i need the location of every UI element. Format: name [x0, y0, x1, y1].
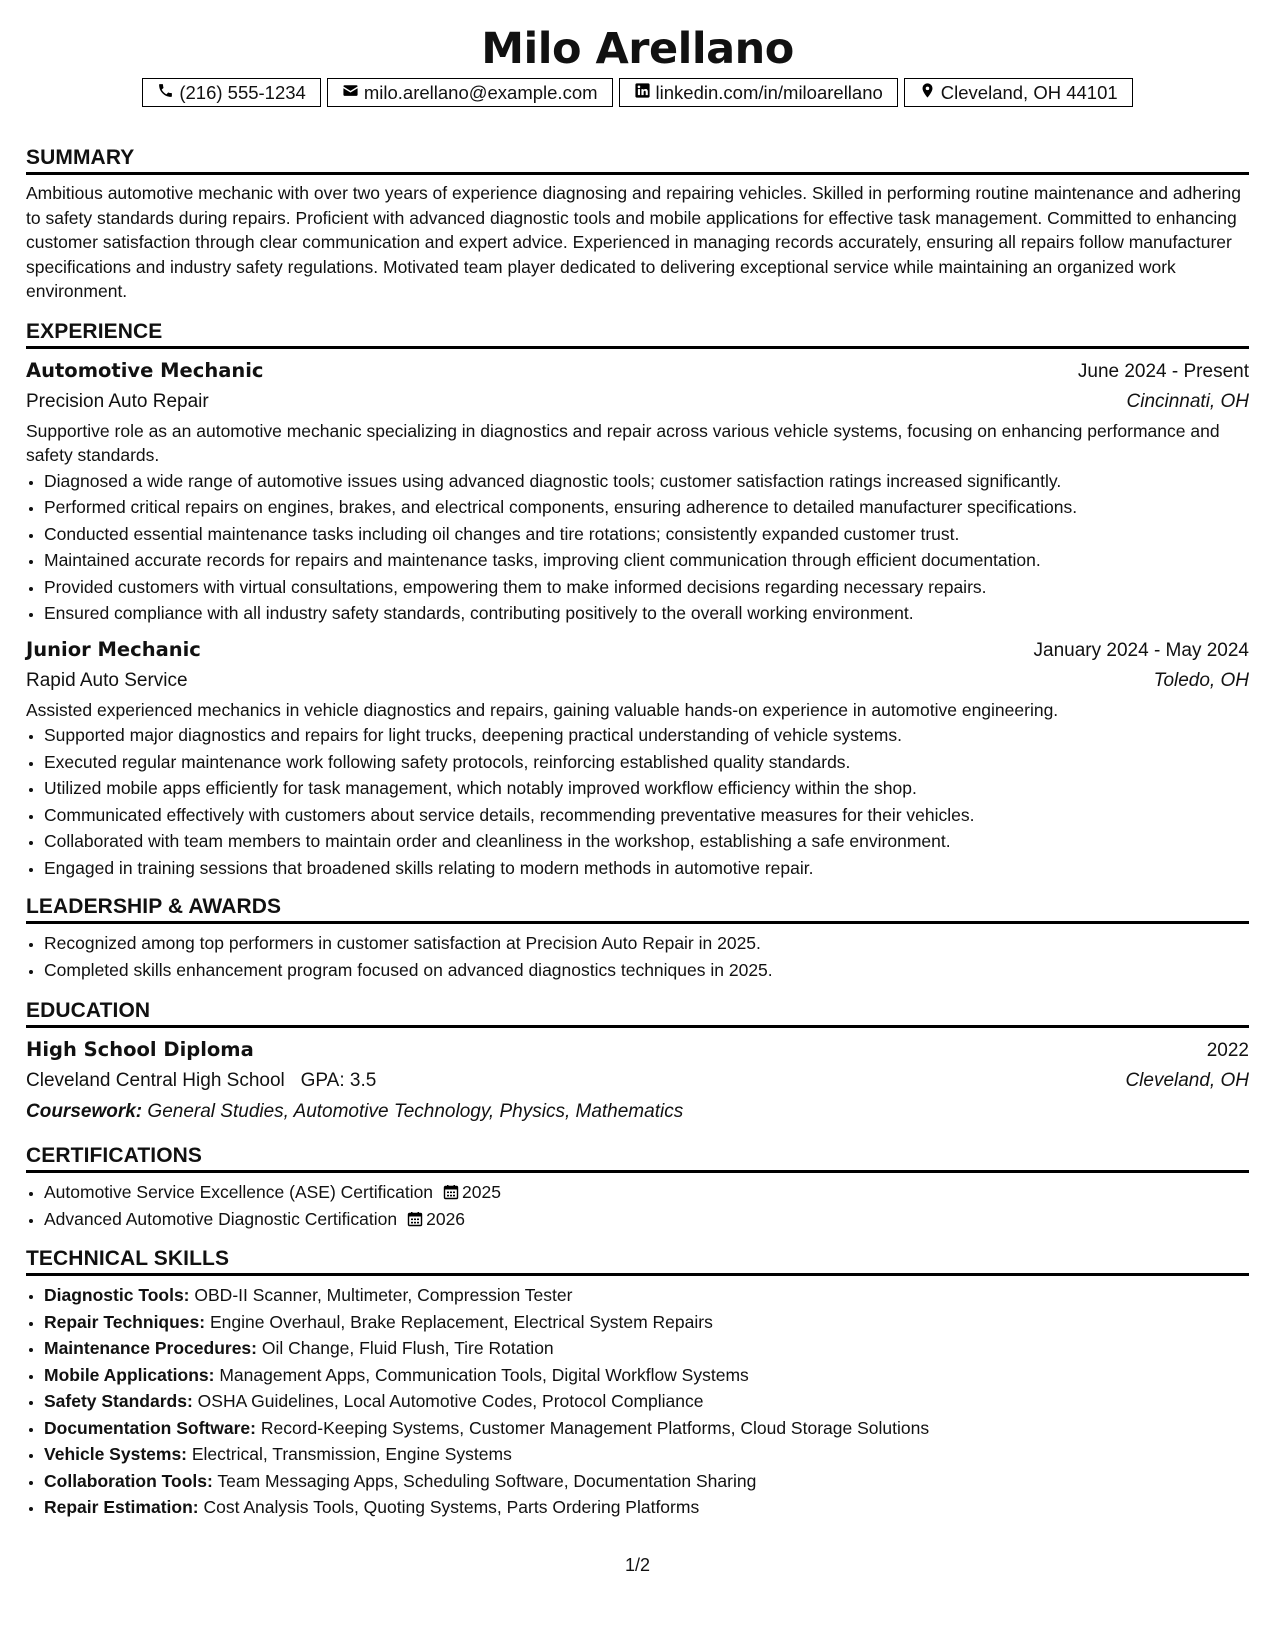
skill-label: Diagnostic Tools:: [44, 1285, 190, 1305]
contact-linkedin-text: linkedin.com/in/miloarellano: [655, 82, 883, 103]
summary-section: [26, 144, 1249, 304]
list-item: [44, 1179, 1249, 1206]
envelope-icon: [342, 79, 359, 106]
phone-icon: [157, 79, 174, 106]
section-heading: SUMMARY: [26, 144, 1249, 175]
certification-year: 2026: [426, 1208, 466, 1229]
company-name: Precision Auto Repair: [26, 390, 209, 412]
list-item: • Executed regular maintenance work following safety protocols, reinforcing established quality standards.: [44, 749, 1249, 776]
skill-item: [44, 1282, 1249, 1309]
section-heading: LEADERSHIP & AWARDS: [26, 893, 1249, 924]
certifications-list: [26, 1179, 1249, 1232]
leadership-list: [26, 930, 1249, 983]
certifications-section: [26, 1142, 1249, 1232]
contact-bar: [26, 78, 1249, 108]
section-heading: TECHNICAL SKILLS: [26, 1245, 1249, 1276]
skill-label: Repair Techniques:: [44, 1311, 206, 1332]
list-item: [44, 1206, 1249, 1233]
certification-name: Advanced Automotive Diagnostic Certification: [44, 1208, 398, 1229]
coursework-label: Coursework:: [26, 1101, 143, 1122]
skill-label: Mobile Applications:: [44, 1364, 215, 1385]
contact-email-text: milo.arellano@example.com: [363, 82, 598, 103]
contact-location-text: Cleveland, OH 44101: [940, 82, 1118, 103]
section-heading: EXPERIENCE: [26, 318, 1249, 349]
skill-label: Maintenance Procedures:: [44, 1338, 257, 1358]
skill-item: [44, 1309, 1249, 1336]
list-item: • Performed critical repairs on engines, brakes, and electrical components, ensuring adherence to detailed manufacturer specifications.: [44, 494, 1249, 521]
gpa: GPA: 3.5: [300, 1070, 377, 1091]
calendar-icon: [433, 1182, 462, 1202]
graduation-year: 2022: [1206, 1040, 1249, 1061]
resume-page: [26, 0, 1249, 1521]
map-pin-icon: [919, 79, 936, 106]
list-item: • Completed skills enhancement program focused on advanced diagnostics techniques in 2025.: [44, 957, 1249, 984]
skill-value: OSHA Guidelines, Local Automotive Codes, Protocol Compliance: [197, 1391, 704, 1411]
skill-item: [44, 1335, 1249, 1362]
job-entry: [26, 355, 1249, 627]
degree-name: High School Diploma: [26, 1038, 254, 1061]
skill-value: Cost Analysis Tools, Quoting Systems, Parts Ordering Platforms: [203, 1497, 700, 1517]
skill-item: [44, 1388, 1249, 1415]
job-dates: June 2024 - Present: [1077, 360, 1249, 382]
job-description: Supportive role as an automotive mechanic specializing in diagnostics and repair across various vehicle systems, focusing on enhancing performance and safety standards.: [26, 420, 1220, 465]
job-location: Toledo, OH: [1153, 669, 1249, 691]
skill-label: Repair Estimation:: [44, 1497, 199, 1517]
skills-list: [26, 1282, 1249, 1521]
coursework-line: [26, 1096, 1249, 1127]
candidate-name: Milo Arellano: [481, 24, 794, 74]
skill-item: [44, 1468, 1249, 1495]
skill-item: [44, 1494, 1249, 1521]
contact-email[interactable]: [327, 78, 613, 107]
section-heading: EDUCATION: [26, 997, 1249, 1028]
job-bullets: [26, 722, 1249, 881]
list-item: • Diagnosed a wide range of automotive issues using advanced diagnostic tools; customer satisfaction ratings increased significantly.: [44, 468, 1249, 495]
job-dates: January 2024 - May 2024: [1033, 639, 1249, 661]
skill-value: Team Messaging Apps, Scheduling Software, Documentation Sharing: [217, 1470, 757, 1491]
skill-value: Oil Change, Fluid Flush, Tire Rotation: [261, 1338, 554, 1358]
skill-item: [44, 1415, 1249, 1442]
contact-phone[interactable]: [142, 78, 321, 107]
experience-section: [26, 318, 1249, 882]
list-item: • Maintained accurate records for repairs and maintenance tasks, improving client communication through efficient documentation.: [44, 547, 1249, 574]
skill-value: Electrical, Transmission, Engine Systems: [191, 1444, 512, 1464]
skill-label: Safety Standards:: [44, 1391, 193, 1411]
linkedin-icon: [634, 79, 651, 106]
contact-phone-text: (216) 555-1234: [179, 82, 306, 103]
job-entry: [26, 634, 1249, 882]
list-item: • Collaborated with team members to maintain order and cleanliness in the workshop, establishing a safe environment.: [44, 828, 1249, 855]
job-title: Automotive Mechanic: [26, 358, 264, 382]
list-item: • Engaged in training sessions that broadened skills relating to modern methods in automotive repair.: [44, 855, 1249, 882]
education-section: [26, 997, 1249, 1127]
skill-label: Collaboration Tools:: [44, 1470, 213, 1491]
summary-text: Ambitious automotive mechanic with over two years of experience diagnosing and repairing vehicles. Skilled in performing routine maintenance and adhering to safety standards during repairs. Proficient with advanced diagnostic tools and mobile applications for effective task management. Committed to enhancing customer satisfaction through clear communication and expert advice. Experienced in managing records accurately, ensuring all repairs follow manufacturer specifications and industry safety regulations. Motivated team player dedicated to delivering exceptional service while maintaining an organized work environment.: [26, 183, 1241, 301]
coursework-list: General Studies, Automotive Technology, Physics, Mathematics: [147, 1101, 684, 1122]
certification-year: 2025: [462, 1182, 501, 1202]
leadership-section: [26, 893, 1249, 983]
list-item: • Supported major diagnostics and repairs for light trucks, deepening practical understanding of vehicle systems.: [44, 722, 1249, 749]
skill-item: [44, 1362, 1249, 1389]
job-title: Junior Mechanic: [26, 637, 201, 661]
section-heading: CERTIFICATIONS: [26, 1142, 1249, 1173]
contact-location: [904, 78, 1133, 107]
school-name: Cleveland Central High School: [26, 1070, 285, 1091]
calendar-icon: [397, 1209, 426, 1229]
skill-value: Record-Keeping Systems, Customer Management Platforms, Cloud Storage Solutions: [260, 1417, 930, 1438]
list-item: • Communicated effectively with customers about service details, recommending preventative measures for their vehicles.: [44, 802, 1249, 829]
school-location: Cleveland, OH: [1125, 1070, 1249, 1091]
skill-value: Engine Overhaul, Brake Replacement, Electrical System Repairs: [209, 1311, 713, 1332]
skill-item: [44, 1441, 1249, 1468]
skill-value: Management Apps, Communication Tools, Digital Workflow Systems: [219, 1364, 749, 1385]
page-number: 1/2: [624, 1555, 651, 1575]
list-item: • Utilized mobile apps efficiently for task management, which notably improved workflow efficiency within the shop.: [44, 775, 1249, 802]
job-location: Cincinnati, OH: [1126, 390, 1249, 412]
company-name: Rapid Auto Service: [26, 669, 188, 691]
list-item: • Conducted essential maintenance tasks including oil changes and tire rotations; consistently expanded customer trust.: [44, 521, 1249, 548]
school-line: [26, 1065, 376, 1096]
skill-label: Documentation Software:: [44, 1417, 256, 1438]
contact-linkedin[interactable]: [619, 78, 898, 107]
skills-section: [26, 1245, 1249, 1521]
skill-label: Vehicle Systems:: [44, 1444, 187, 1464]
certification-name: Automotive Service Excellence (ASE) Certification: [44, 1182, 434, 1202]
list-item: • Ensured compliance with all industry safety standards, contributing positively to the overall working environment.: [44, 600, 1249, 627]
job-bullets: [26, 468, 1249, 627]
job-description: Assisted experienced mechanics in vehicle diagnostics and repairs, gaining valuable hands-on experience in automotive engineering.: [26, 699, 1059, 720]
list-item: • Provided customers with virtual consultations, empowering them to make informed decisions regarding necessary repairs.: [44, 574, 1249, 601]
skill-value: OBD-II Scanner, Multimeter, Compression Tester: [194, 1285, 573, 1305]
list-item: • Recognized among top performers in customer satisfaction at Precision Auto Repair in 2025.: [44, 930, 1249, 957]
